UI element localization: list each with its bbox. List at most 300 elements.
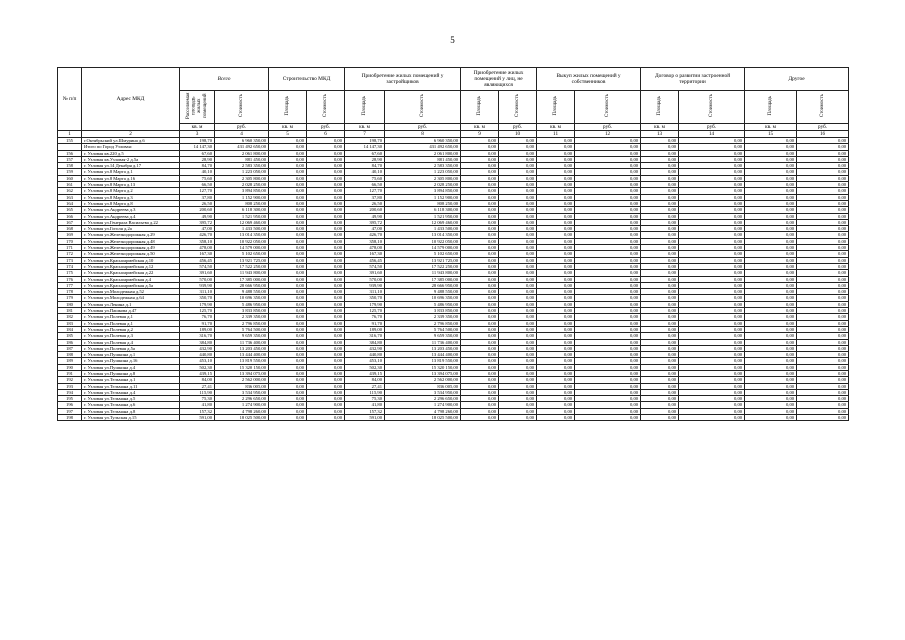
row-number: 167 xyxy=(58,219,82,225)
row-third-party-area: 0,00 xyxy=(461,364,499,370)
row-third-party-cost: 0,00 xyxy=(499,276,537,282)
row-buyout-cost: 0,00 xyxy=(575,156,641,162)
row-total-cost: 6 960 350,00 xyxy=(215,138,269,144)
row-buyout-area: 0,00 xyxy=(537,383,575,389)
row-third-party-cost: 0,00 xyxy=(499,333,537,339)
row-construction-area: 0,00 xyxy=(269,326,307,332)
row-other-area: 0,00 xyxy=(745,308,797,314)
column-number: 6 xyxy=(307,131,345,138)
row-construction-cost: 0,00 xyxy=(307,370,345,376)
row-construction-cost: 0,00 xyxy=(307,150,345,156)
row-buyout-cost: 0,00 xyxy=(575,308,641,314)
row-buyout-area: 0,00 xyxy=(537,326,575,332)
row-buyout-area: 0,00 xyxy=(537,150,575,156)
row-construction-area: 0,00 xyxy=(269,263,307,269)
row-third-party-area: 0,00 xyxy=(461,402,499,408)
row-construction-cost: 0,00 xyxy=(307,308,345,314)
row-number: 168 xyxy=(58,226,82,232)
row-other-area: 0,00 xyxy=(745,358,797,364)
row-buyout-area: 0,00 xyxy=(537,263,575,269)
row-developer-cost: 3 894 850,00 xyxy=(385,188,461,194)
row-buyout-area: 0,00 xyxy=(537,144,575,150)
unit-area: кв. м xyxy=(461,124,499,131)
row-total-area: 502,30 xyxy=(180,364,215,370)
row-total-cost: 5 102 650,00 xyxy=(215,251,269,257)
row-developer-cost: 4 798 260,00 xyxy=(385,408,461,414)
row-third-party-cost: 0,00 xyxy=(499,150,537,156)
column-number: 9 xyxy=(461,131,499,138)
row-construction-area: 0,00 xyxy=(269,156,307,162)
row-total-cost: 3 894 850,00 xyxy=(215,188,269,194)
row-construction-area: 0,00 xyxy=(269,415,307,421)
unit-area: кв. м xyxy=(745,124,797,131)
header-group-third-party: Приобретение жилых помещений у лиц, не являющихся xyxy=(461,68,537,91)
row-buyout-cost: 0,00 xyxy=(575,276,641,282)
row-other-cost: 0,00 xyxy=(797,308,849,314)
row-construction-area: 0,00 xyxy=(269,333,307,339)
row-total-cost: 2 583 350,00 xyxy=(215,163,269,169)
row-third-party-cost: 0,00 xyxy=(499,257,537,263)
row-number: 194 xyxy=(58,389,82,395)
row-territory-area: 0,00 xyxy=(641,282,679,288)
row-developer-cost: 17 385 000,00 xyxy=(385,276,461,282)
row-territory-cost: 0,00 xyxy=(679,377,745,383)
header-area: Площадь xyxy=(361,96,367,116)
row-buyout-area: 0,00 xyxy=(537,226,575,232)
row-total-cost: 881 450,00 xyxy=(215,156,269,162)
row-developer-cost: 9 659 350,00 xyxy=(385,333,461,339)
row-third-party-area: 0,00 xyxy=(461,295,499,301)
row-address: г. Узловая ул.Железнодорожная д.48 xyxy=(82,238,180,244)
row-number: 166 xyxy=(58,213,82,219)
row-developer-cost: 2 562 000,00 xyxy=(385,377,461,383)
row-third-party-cost: 0,00 xyxy=(499,207,537,213)
row-number: 190 xyxy=(58,364,82,370)
row-construction-area: 0,00 xyxy=(269,150,307,156)
row-developer-area: 125,70 xyxy=(345,308,385,314)
row-developer-cost: 1 433 500,00 xyxy=(385,226,461,232)
header-group-construction: Строительство МКД xyxy=(269,68,345,91)
row-developer-area: 432,90 xyxy=(345,345,385,351)
row-construction-cost: 0,00 xyxy=(307,188,345,194)
row-number: 169 xyxy=(58,232,82,238)
row-buyout-area: 0,00 xyxy=(537,194,575,200)
row-other-area: 0,00 xyxy=(745,219,797,225)
row-territory-area: 0,00 xyxy=(641,263,679,269)
row-address: г. Узловая ул.Пушкина д.8 xyxy=(82,370,180,376)
row-total-area: 115,90 xyxy=(180,389,215,395)
row-number: 162 xyxy=(58,188,82,194)
column-number: 5 xyxy=(269,131,307,138)
row-buyout-area: 0,00 xyxy=(537,245,575,251)
row-buyout-cost: 0,00 xyxy=(575,396,641,402)
row-territory-cost: 0,00 xyxy=(679,314,745,320)
row-developer-area: 40,10 xyxy=(345,169,385,175)
row-construction-cost: 0,00 xyxy=(307,282,345,288)
row-territory-area: 0,00 xyxy=(641,320,679,326)
row-other-area: 0,00 xyxy=(745,150,797,156)
row-construction-area: 0,00 xyxy=(269,213,307,219)
row-third-party-area: 0,00 xyxy=(461,169,499,175)
row-territory-area: 0,00 xyxy=(641,383,679,389)
row-other-cost: 0,00 xyxy=(797,415,849,421)
row-other-area: 0,00 xyxy=(745,263,797,269)
row-territory-area: 0,00 xyxy=(641,370,679,376)
row-total-area: 439,15 xyxy=(180,370,215,376)
row-construction-area: 0,00 xyxy=(269,301,307,307)
row-other-cost: 0,00 xyxy=(797,370,849,376)
row-third-party-cost: 0,00 xyxy=(499,370,537,376)
row-buyout-area: 0,00 xyxy=(537,289,575,295)
row-buyout-area: 0,00 xyxy=(537,370,575,376)
row-number: 171 xyxy=(58,245,82,251)
row-buyout-cost: 0,00 xyxy=(575,238,641,244)
row-total-cost: 808 250,00 xyxy=(215,200,269,206)
row-third-party-area: 0,00 xyxy=(461,320,499,326)
row-construction-cost: 0,00 xyxy=(307,333,345,339)
row-territory-area: 0,00 xyxy=(641,402,679,408)
row-buyout-cost: 0,00 xyxy=(575,320,641,326)
row-third-party-cost: 0,00 xyxy=(499,408,537,414)
row-total-cost: 2 339 350,00 xyxy=(215,314,269,320)
row-construction-area: 0,00 xyxy=(269,194,307,200)
row-territory-cost: 0,00 xyxy=(679,219,745,225)
row-other-cost: 0,00 xyxy=(797,144,849,150)
row-total-cost: 2 305 800,00 xyxy=(215,175,269,181)
row-number: 185 xyxy=(58,333,82,339)
row-other-cost: 0,00 xyxy=(797,213,849,219)
row-buyout-cost: 0,00 xyxy=(575,408,641,414)
row-other-area: 0,00 xyxy=(745,352,797,358)
row-third-party-area: 0,00 xyxy=(461,138,499,144)
row-territory-area: 0,00 xyxy=(641,333,679,339)
row-developer-cost: 2 796 850,00 xyxy=(385,320,461,326)
row-other-cost: 0,00 xyxy=(797,257,849,263)
row-total-cost: 5 486 950,00 xyxy=(215,301,269,307)
row-other-cost: 0,00 xyxy=(797,408,849,414)
row-address: г. Узловая ул.8 Марта д.13 xyxy=(82,182,180,188)
column-number: 13 xyxy=(641,131,679,138)
row-construction-cost: 0,00 xyxy=(307,207,345,213)
row-construction-area: 0,00 xyxy=(269,339,307,345)
row-buyout-area: 0,00 xyxy=(537,333,575,339)
row-territory-area: 0,00 xyxy=(641,194,679,200)
row-other-area: 0,00 xyxy=(745,370,797,376)
row-total-cost: 9 659 350,00 xyxy=(215,333,269,339)
row-construction-cost: 0,00 xyxy=(307,194,345,200)
row-territory-cost: 0,00 xyxy=(679,213,745,219)
row-third-party-cost: 0,00 xyxy=(499,263,537,269)
row-construction-cost: 0,00 xyxy=(307,383,345,389)
row-construction-area: 0,00 xyxy=(269,364,307,370)
header-column-numbers xyxy=(58,131,849,138)
row-total-cost: 17 522 250,00 xyxy=(215,263,269,269)
row-number: 184 xyxy=(58,326,82,332)
row-other-area: 0,00 xyxy=(745,175,797,181)
row-construction-cost: 0,00 xyxy=(307,295,345,301)
row-address: г. Узловая ул.8 Марта д.2 xyxy=(82,188,180,194)
unit-cost: руб. xyxy=(215,124,269,131)
row-total-area: 75,60 xyxy=(180,175,215,181)
row-third-party-area: 0,00 xyxy=(461,415,499,421)
row-developer-area: 167,30 xyxy=(345,251,385,257)
row-third-party-cost: 0,00 xyxy=(499,358,537,364)
row-developer-cost: 836 005,00 xyxy=(385,383,461,389)
row-total-cost: 836 005,00 xyxy=(215,383,269,389)
row-third-party-area: 0,00 xyxy=(461,188,499,194)
row-developer-area: 198,70 xyxy=(345,138,385,144)
row-developer-cost: 10 922 050,00 xyxy=(385,238,461,244)
row-address: г. Узловая ул.Молодежная д.64 xyxy=(82,295,180,301)
row-number: 195 xyxy=(58,396,82,402)
header-cost: Стоимость xyxy=(604,94,610,118)
row-address: г. Узловая ул.Красноармейская д.4 xyxy=(82,276,180,282)
row-construction-cost: 0,00 xyxy=(307,301,345,307)
row-developer-cost: 3 833 850,00 xyxy=(385,308,461,314)
row-total-cost: 13 819 550,00 xyxy=(215,358,269,364)
row-developer-area: 384,80 xyxy=(345,339,385,345)
row-developer-area: 47,00 xyxy=(345,226,385,232)
row-territory-cost: 0,00 xyxy=(679,182,745,188)
row-other-area: 0,00 xyxy=(745,396,797,402)
row-third-party-cost: 0,00 xyxy=(499,138,537,144)
row-number: 192 xyxy=(58,377,82,383)
row-total-area: 84,70 xyxy=(180,163,215,169)
row-developer-area: 316,70 xyxy=(345,333,385,339)
row-buyout-area: 0,00 xyxy=(537,389,575,395)
row-third-party-area: 0,00 xyxy=(461,389,499,395)
row-buyout-cost: 0,00 xyxy=(575,257,641,263)
row-developer-cost: 10 696 350,00 xyxy=(385,295,461,301)
row-construction-area: 0,00 xyxy=(269,396,307,402)
row-third-party-cost: 0,00 xyxy=(499,364,537,370)
row-total-area: 67,60 xyxy=(180,150,215,156)
row-territory-cost: 0,00 xyxy=(679,326,745,332)
row-other-cost: 0,00 xyxy=(797,163,849,169)
row-buyout-cost: 0,00 xyxy=(575,345,641,351)
row-other-area: 0,00 xyxy=(745,182,797,188)
header-area: Площадь xyxy=(552,96,558,116)
row-third-party-area: 0,00 xyxy=(461,301,499,307)
row-third-party-area: 0,00 xyxy=(461,377,499,383)
row-total-cost: 1 521 950,00 xyxy=(215,213,269,219)
row-total-cost: 10 696 350,00 xyxy=(215,295,269,301)
row-developer-cost: 431 492 650,00 xyxy=(385,144,461,150)
row-third-party-cost: 0,00 xyxy=(499,295,537,301)
header-area: Площадь xyxy=(476,96,482,116)
row-construction-cost: 0,00 xyxy=(307,352,345,358)
row-buyout-cost: 0,00 xyxy=(575,163,641,169)
row-territory-area: 0,00 xyxy=(641,144,679,150)
row-buyout-cost: 0,00 xyxy=(575,213,641,219)
row-developer-area: 41,80 xyxy=(345,402,385,408)
row-developer-cost: 13 203 450,00 xyxy=(385,345,461,351)
row-total-cost: 28 666 950,00 xyxy=(215,282,269,288)
row-total-area: 47,00 xyxy=(180,226,215,232)
row-number: 178 xyxy=(58,289,82,295)
column-number: 4 xyxy=(215,131,269,138)
row-other-area: 0,00 xyxy=(745,188,797,194)
row-buyout-cost: 0,00 xyxy=(575,188,641,194)
row-construction-cost: 0,00 xyxy=(307,345,345,351)
row-total-cost: 2 061 800,00 xyxy=(215,150,269,156)
row-territory-cost: 0,00 xyxy=(679,301,745,307)
row-territory-area: 0,00 xyxy=(641,396,679,402)
row-buyout-area: 0,00 xyxy=(537,213,575,219)
row-number: 181 xyxy=(58,308,82,314)
row-total-area: 453,10 xyxy=(180,358,215,364)
column-number: 2 xyxy=(82,131,180,138)
row-buyout-cost: 0,00 xyxy=(575,339,641,345)
row-third-party-area: 0,00 xyxy=(461,257,499,263)
row-territory-area: 0,00 xyxy=(641,408,679,414)
row-territory-area: 0,00 xyxy=(641,352,679,358)
row-construction-area: 0,00 xyxy=(269,308,307,314)
row-third-party-area: 0,00 xyxy=(461,408,499,414)
row-territory-cost: 0,00 xyxy=(679,226,745,232)
row-address: г. Узловая ул.Полевая д.3 xyxy=(82,333,180,339)
row-territory-area: 0,00 xyxy=(641,219,679,225)
column-number: 15 xyxy=(745,131,797,138)
row-territory-area: 0,00 xyxy=(641,289,679,295)
row-buyout-area: 0,00 xyxy=(537,182,575,188)
row-third-party-cost: 0,00 xyxy=(499,238,537,244)
row-construction-cost: 0,00 xyxy=(307,289,345,295)
row-other-cost: 0,00 xyxy=(797,345,849,351)
row-construction-cost: 0,00 xyxy=(307,245,345,251)
row-territory-cost: 0,00 xyxy=(679,364,745,370)
table-body xyxy=(58,138,849,421)
row-construction-cost: 0,00 xyxy=(307,200,345,206)
header-area: Площадь xyxy=(767,96,773,116)
row-territory-cost: 0,00 xyxy=(679,295,745,301)
row-territory-cost: 0,00 xyxy=(679,150,745,156)
row-buyout-cost: 0,00 xyxy=(575,295,641,301)
row-other-area: 0,00 xyxy=(745,207,797,213)
row-buyout-cost: 0,00 xyxy=(575,333,641,339)
row-total-area: 40,10 xyxy=(180,169,215,175)
row-territory-cost: 0,00 xyxy=(679,345,745,351)
row-construction-area: 0,00 xyxy=(269,295,307,301)
row-total-area: 350,70 xyxy=(180,295,215,301)
row-developer-area: 28,90 xyxy=(345,156,385,162)
row-other-cost: 0,00 xyxy=(797,188,849,194)
row-developer-area: 456,45 xyxy=(345,257,385,263)
row-construction-area: 0,00 xyxy=(269,219,307,225)
header-area: Площадь xyxy=(656,96,662,116)
unit-area: кв. м xyxy=(269,124,307,131)
row-other-cost: 0,00 xyxy=(797,377,849,383)
row-third-party-cost: 0,00 xyxy=(499,389,537,395)
row-other-area: 0,00 xyxy=(745,156,797,162)
row-buyout-area: 0,00 xyxy=(537,169,575,175)
row-total-area: 14 147,30 xyxy=(180,144,215,150)
row-buyout-area: 0,00 xyxy=(537,207,575,213)
row-number: 156 xyxy=(58,150,82,156)
row-other-area: 0,00 xyxy=(745,257,797,263)
row-developer-area: 14 147,30 xyxy=(345,144,385,150)
header-area: Площадь xyxy=(284,96,290,116)
row-developer-area: 67,60 xyxy=(345,150,385,156)
row-other-cost: 0,00 xyxy=(797,270,849,276)
row-address: г. Узловая ул.Пушкина д.4 xyxy=(82,364,180,370)
row-number: 172 xyxy=(58,251,82,257)
row-other-area: 0,00 xyxy=(745,326,797,332)
row-third-party-area: 0,00 xyxy=(461,200,499,206)
row-total-cost: 18 025 500,00 xyxy=(215,415,269,421)
row-third-party-area: 0,00 xyxy=(461,370,499,376)
row-other-area: 0,00 xyxy=(745,226,797,232)
row-buyout-cost: 0,00 xyxy=(575,352,641,358)
row-developer-cost: 1 274 900,00 xyxy=(385,402,461,408)
row-construction-cost: 0,00 xyxy=(307,263,345,269)
row-total-area: 41,80 xyxy=(180,402,215,408)
row-third-party-area: 0,00 xyxy=(461,276,499,282)
row-other-area: 0,00 xyxy=(745,415,797,421)
row-total-area: 570,00 xyxy=(180,276,215,282)
row-territory-cost: 0,00 xyxy=(679,333,745,339)
row-developer-area: 66,50 xyxy=(345,182,385,188)
row-third-party-cost: 0,00 xyxy=(499,182,537,188)
row-total-area: 27,41 xyxy=(180,383,215,389)
row-buyout-area: 0,00 xyxy=(537,251,575,257)
row-address: г. Узловая ул.Тельмана д.8 xyxy=(82,408,180,414)
row-construction-cost: 0,00 xyxy=(307,415,345,421)
row-territory-cost: 0,00 xyxy=(679,396,745,402)
row-number: 155 xyxy=(58,138,82,144)
row-total-cost: 1 274 900,00 xyxy=(215,402,269,408)
row-third-party-cost: 0,00 xyxy=(499,402,537,408)
row-total-area: 75,30 xyxy=(180,396,215,402)
column-number: 16 xyxy=(797,131,849,138)
row-developer-cost: 13 819 550,00 xyxy=(385,358,461,364)
row-developer-cost: 9 488 550,00 xyxy=(385,289,461,295)
row-total-cost: 431 492 650,00 xyxy=(215,144,269,150)
row-total-area: 591,00 xyxy=(180,415,215,421)
row-third-party-area: 0,00 xyxy=(461,339,499,345)
unit-cost: руб. xyxy=(307,124,345,131)
row-address: г. Узловая ул.Тельмана д.4 xyxy=(82,389,180,395)
row-territory-area: 0,00 xyxy=(641,358,679,364)
row-number: 177 xyxy=(58,282,82,288)
row-other-cost: 0,00 xyxy=(797,339,849,345)
row-buyout-area: 0,00 xyxy=(537,320,575,326)
row-construction-area: 0,00 xyxy=(269,257,307,263)
row-developer-area: 26,50 xyxy=(345,200,385,206)
row-other-cost: 0,00 xyxy=(797,207,849,213)
row-developer-cost: 5 486 950,00 xyxy=(385,301,461,307)
row-developer-cost: 2 583 350,00 xyxy=(385,163,461,169)
row-territory-area: 0,00 xyxy=(641,301,679,307)
row-third-party-area: 0,00 xyxy=(461,144,499,150)
row-other-area: 0,00 xyxy=(745,295,797,301)
row-total-area: 395,72 xyxy=(180,219,215,225)
row-other-cost: 0,00 xyxy=(797,301,849,307)
row-address: г. Узловая ул.14 Декабря д.17 xyxy=(82,163,180,169)
row-other-cost: 0,00 xyxy=(797,320,849,326)
row-developer-cost: 28 666 950,00 xyxy=(385,282,461,288)
row-developer-area: 574,50 xyxy=(345,263,385,269)
row-address: г. Узловая ул.Тульская д.15 xyxy=(82,415,180,421)
row-territory-cost: 0,00 xyxy=(679,251,745,257)
row-buyout-cost: 0,00 xyxy=(575,364,641,370)
row-developer-cost: 17 522 250,00 xyxy=(385,263,461,269)
row-third-party-cost: 0,00 xyxy=(499,301,537,307)
row-buyout-cost: 0,00 xyxy=(575,370,641,376)
row-buyout-area: 0,00 xyxy=(537,257,575,263)
row-total-cost: 13 014 350,00 xyxy=(215,232,269,238)
row-developer-area: 37,80 xyxy=(345,194,385,200)
